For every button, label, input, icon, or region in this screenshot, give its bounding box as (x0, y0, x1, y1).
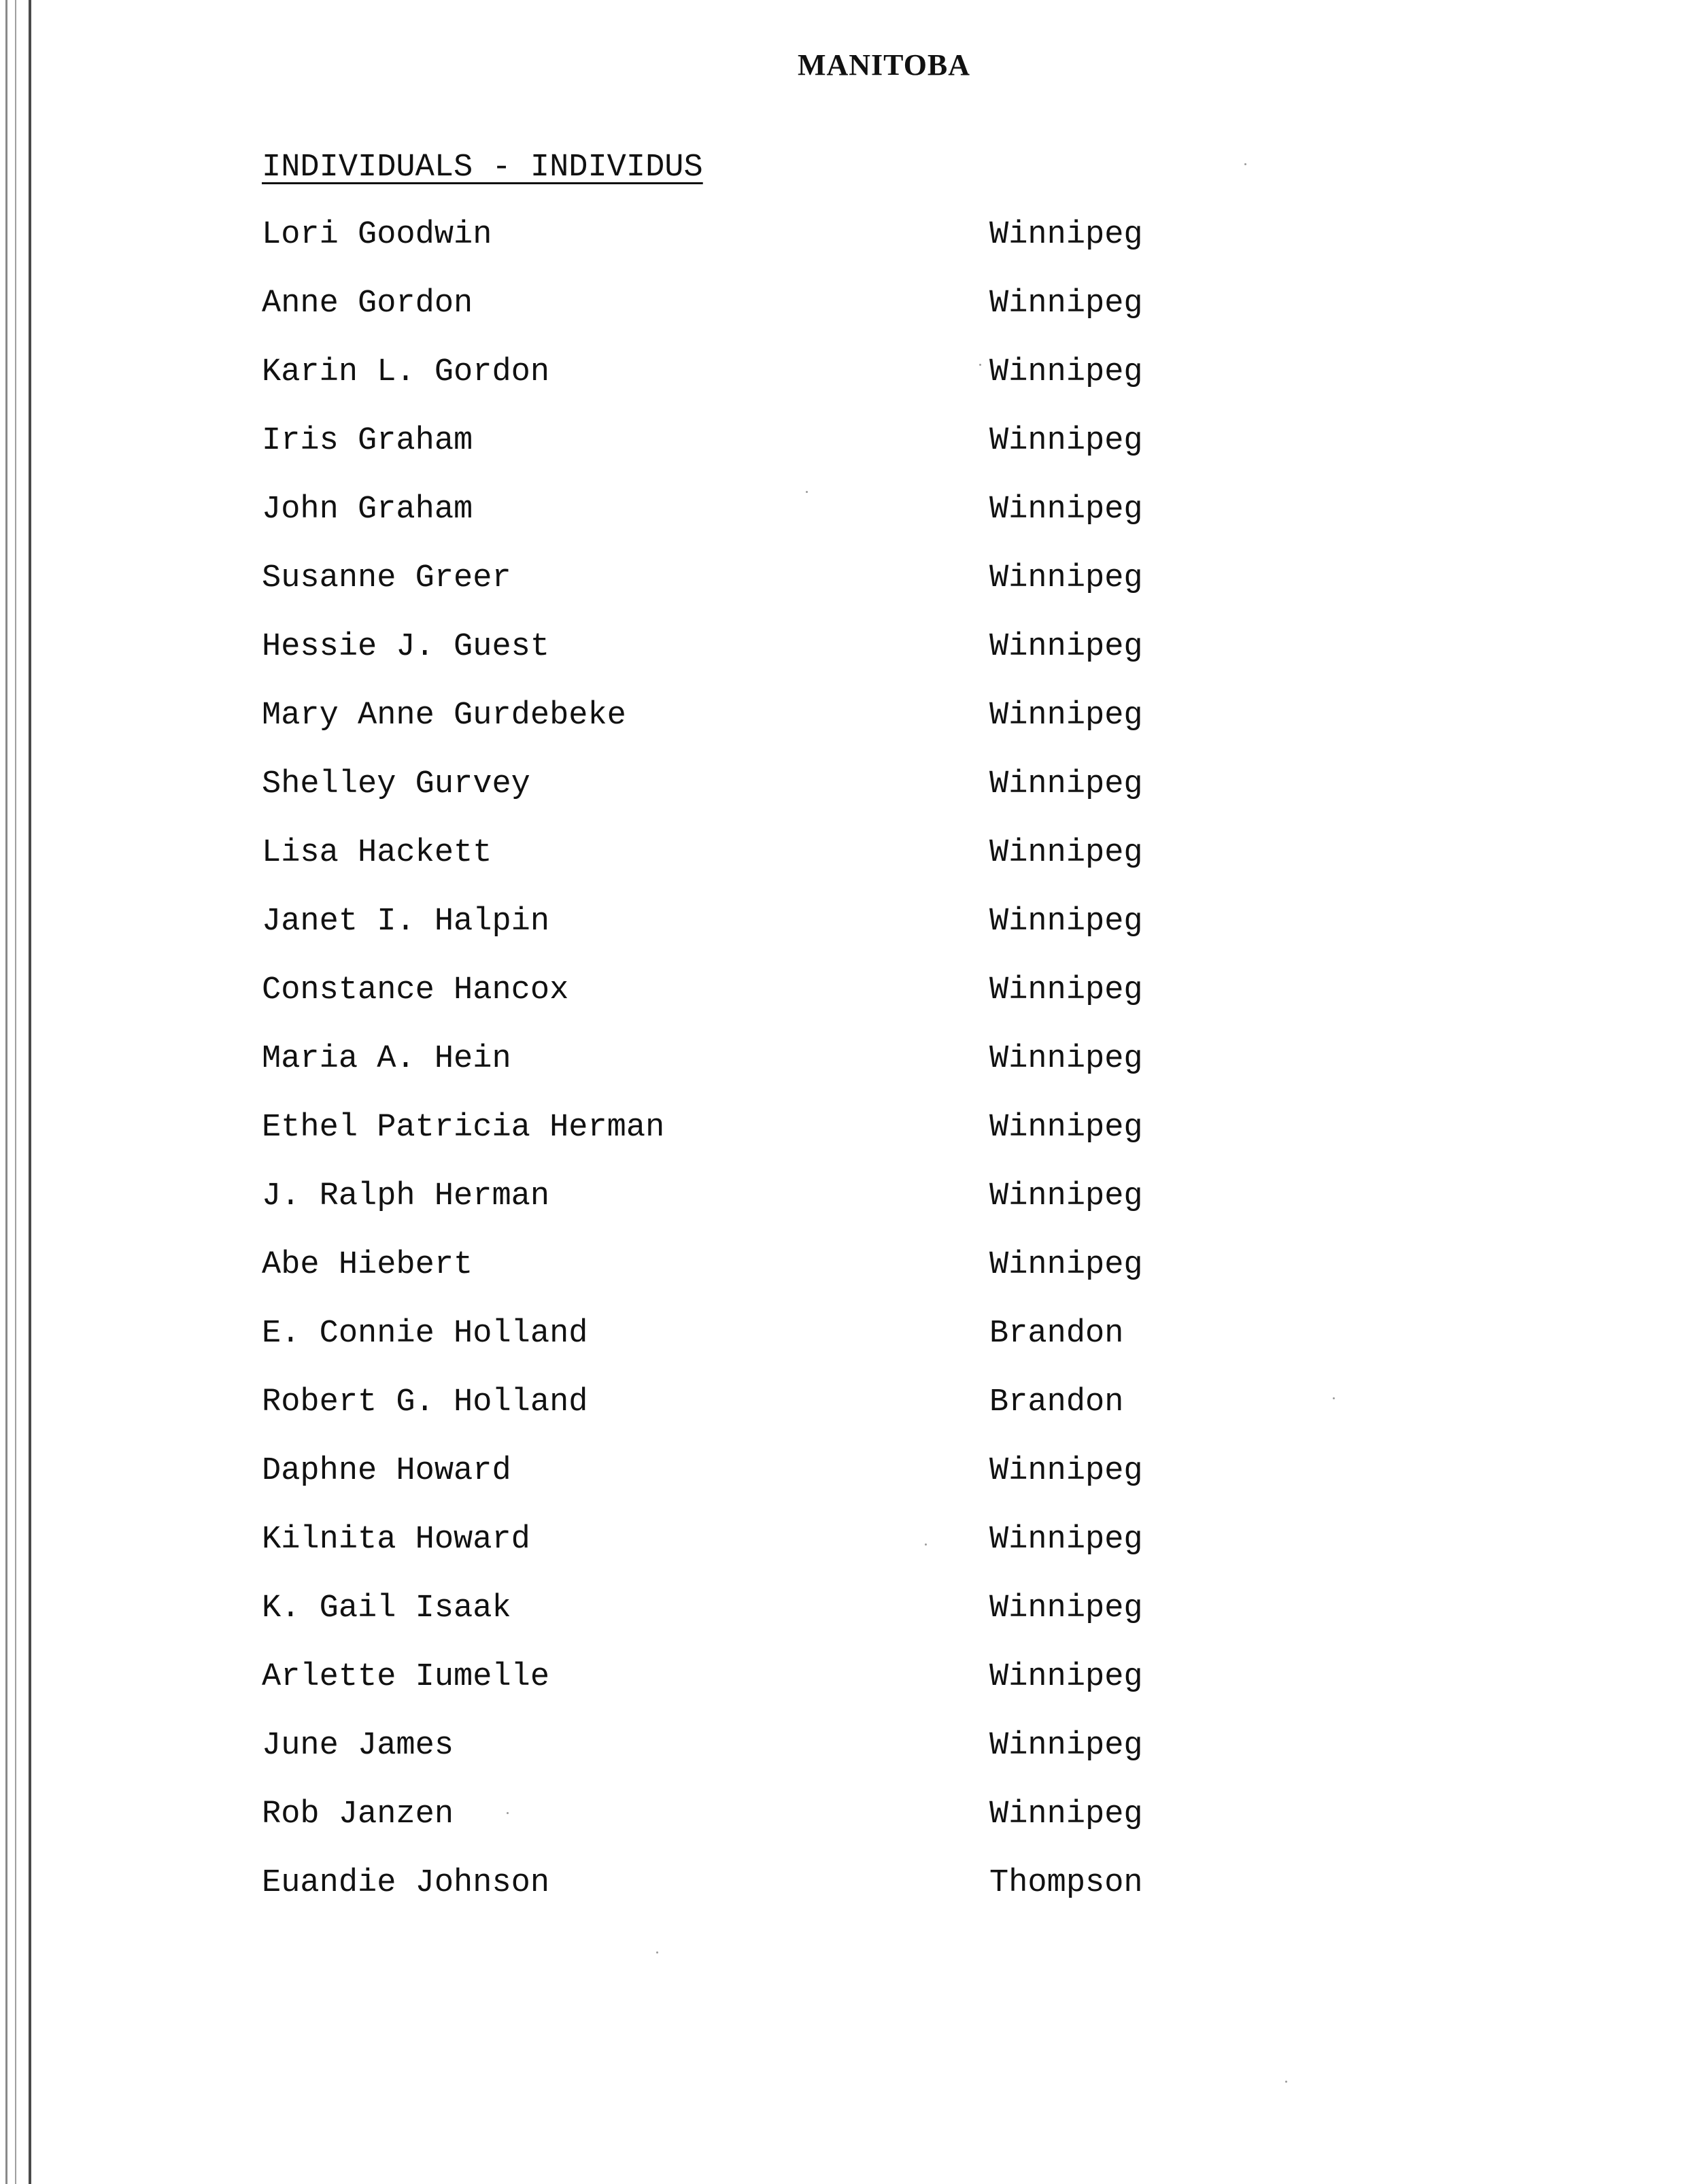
individual-city: Winnipeg (989, 629, 1143, 665)
individual-name: Lisa Hackett (262, 835, 492, 871)
list-item (262, 1176, 1214, 1245)
individual-name: Constance Hancox (262, 972, 569, 1008)
section-heading: INDIVIDUALS - INDIVIDUS (262, 150, 703, 186)
individual-name: Euandie Johnson (262, 1865, 550, 1901)
individual-city: Winnipeg (989, 1110, 1143, 1146)
scan-border-left-inner (29, 0, 31, 2184)
list-item (262, 970, 1214, 1039)
individual-name: Hessie J. Guest (262, 629, 550, 665)
scan-speck (656, 1951, 658, 1953)
individual-city: Winnipeg (989, 1590, 1143, 1626)
individual-name: June James (262, 1728, 454, 1764)
individual-city: Winnipeg (989, 835, 1143, 871)
list-item (262, 627, 1214, 696)
individual-name: Mary Anne Gurdebeke (262, 698, 626, 734)
individual-name: Kilnita Howard (262, 1522, 530, 1558)
individual-city: Winnipeg (989, 1659, 1143, 1695)
individual-city: Brandon (989, 1384, 1124, 1420)
individual-name: Daphne Howard (262, 1453, 511, 1489)
scan-speck (1285, 2081, 1287, 2083)
individual-name: J. Ralph Herman (262, 1178, 550, 1214)
scan-border-left-middle (15, 0, 16, 2184)
individual-city: Thompson (989, 1865, 1143, 1901)
page-title: MANITOBA (797, 48, 971, 82)
list-item (262, 696, 1214, 764)
list-item (262, 1520, 1214, 1588)
scan-border-left-outer (5, 0, 7, 2184)
list-item (262, 1863, 1214, 1932)
list-item (262, 558, 1214, 627)
individual-name: Shelley Gurvey (262, 766, 530, 802)
individual-city: Winnipeg (989, 766, 1143, 802)
list-item (262, 1451, 1214, 1520)
individual-name: Arlette Iumelle (262, 1659, 550, 1695)
list-item (262, 1588, 1214, 1657)
individual-name: Maria A. Hein (262, 1041, 511, 1077)
individual-city: Winnipeg (989, 1796, 1143, 1832)
individual-name: Lori Goodwin (262, 217, 492, 253)
individual-name: Rob Janzen (262, 1796, 454, 1832)
individual-city: Winnipeg (989, 423, 1143, 459)
individual-name: E. Connie Holland (262, 1316, 588, 1352)
individual-name: Janet I. Halpin (262, 904, 550, 940)
individual-name: Ethel Patricia Herman (262, 1110, 665, 1146)
individual-city: Winnipeg (989, 1522, 1143, 1558)
individual-city: Winnipeg (989, 1041, 1143, 1077)
individual-name: Karin L. Gordon (262, 354, 550, 390)
list-item (262, 1039, 1214, 1108)
individual-name: Anne Gordon (262, 286, 473, 322)
scan-speck (1333, 1397, 1335, 1399)
individual-city: Winnipeg (989, 492, 1143, 528)
individual-city: Winnipeg (989, 560, 1143, 596)
individual-city: Winnipeg (989, 1247, 1143, 1283)
list-item (262, 421, 1214, 490)
list-item (262, 215, 1214, 284)
list-item (262, 1314, 1214, 1382)
individual-city: Brandon (989, 1316, 1124, 1352)
individuals-list (262, 215, 1214, 1932)
individual-city: Winnipeg (989, 698, 1143, 734)
individual-name: Susanne Greer (262, 560, 511, 596)
list-item (262, 1108, 1214, 1176)
individual-city: Winnipeg (989, 217, 1143, 253)
list-item (262, 902, 1214, 970)
individual-name: John Graham (262, 492, 473, 528)
individual-city: Winnipeg (989, 1728, 1143, 1764)
scan-speck (1244, 163, 1246, 165)
individual-name: Iris Graham (262, 423, 473, 459)
list-item (262, 1382, 1214, 1451)
list-item (262, 490, 1214, 558)
list-item (262, 1245, 1214, 1314)
list-item (262, 352, 1214, 421)
list-item (262, 764, 1214, 833)
individual-city: Winnipeg (989, 1453, 1143, 1489)
individual-city: Winnipeg (989, 904, 1143, 940)
individual-city: Winnipeg (989, 286, 1143, 322)
individual-name: Robert G. Holland (262, 1384, 588, 1420)
list-item (262, 1794, 1214, 1863)
individual-city: Winnipeg (989, 1178, 1143, 1214)
individual-city: Winnipeg (989, 354, 1143, 390)
list-item (262, 1726, 1214, 1794)
list-item (262, 284, 1214, 352)
list-item (262, 1657, 1214, 1726)
individual-name: K. Gail Isaak (262, 1590, 511, 1626)
individual-name: Abe Hiebert (262, 1247, 473, 1283)
list-item (262, 833, 1214, 902)
individual-city: Winnipeg (989, 972, 1143, 1008)
